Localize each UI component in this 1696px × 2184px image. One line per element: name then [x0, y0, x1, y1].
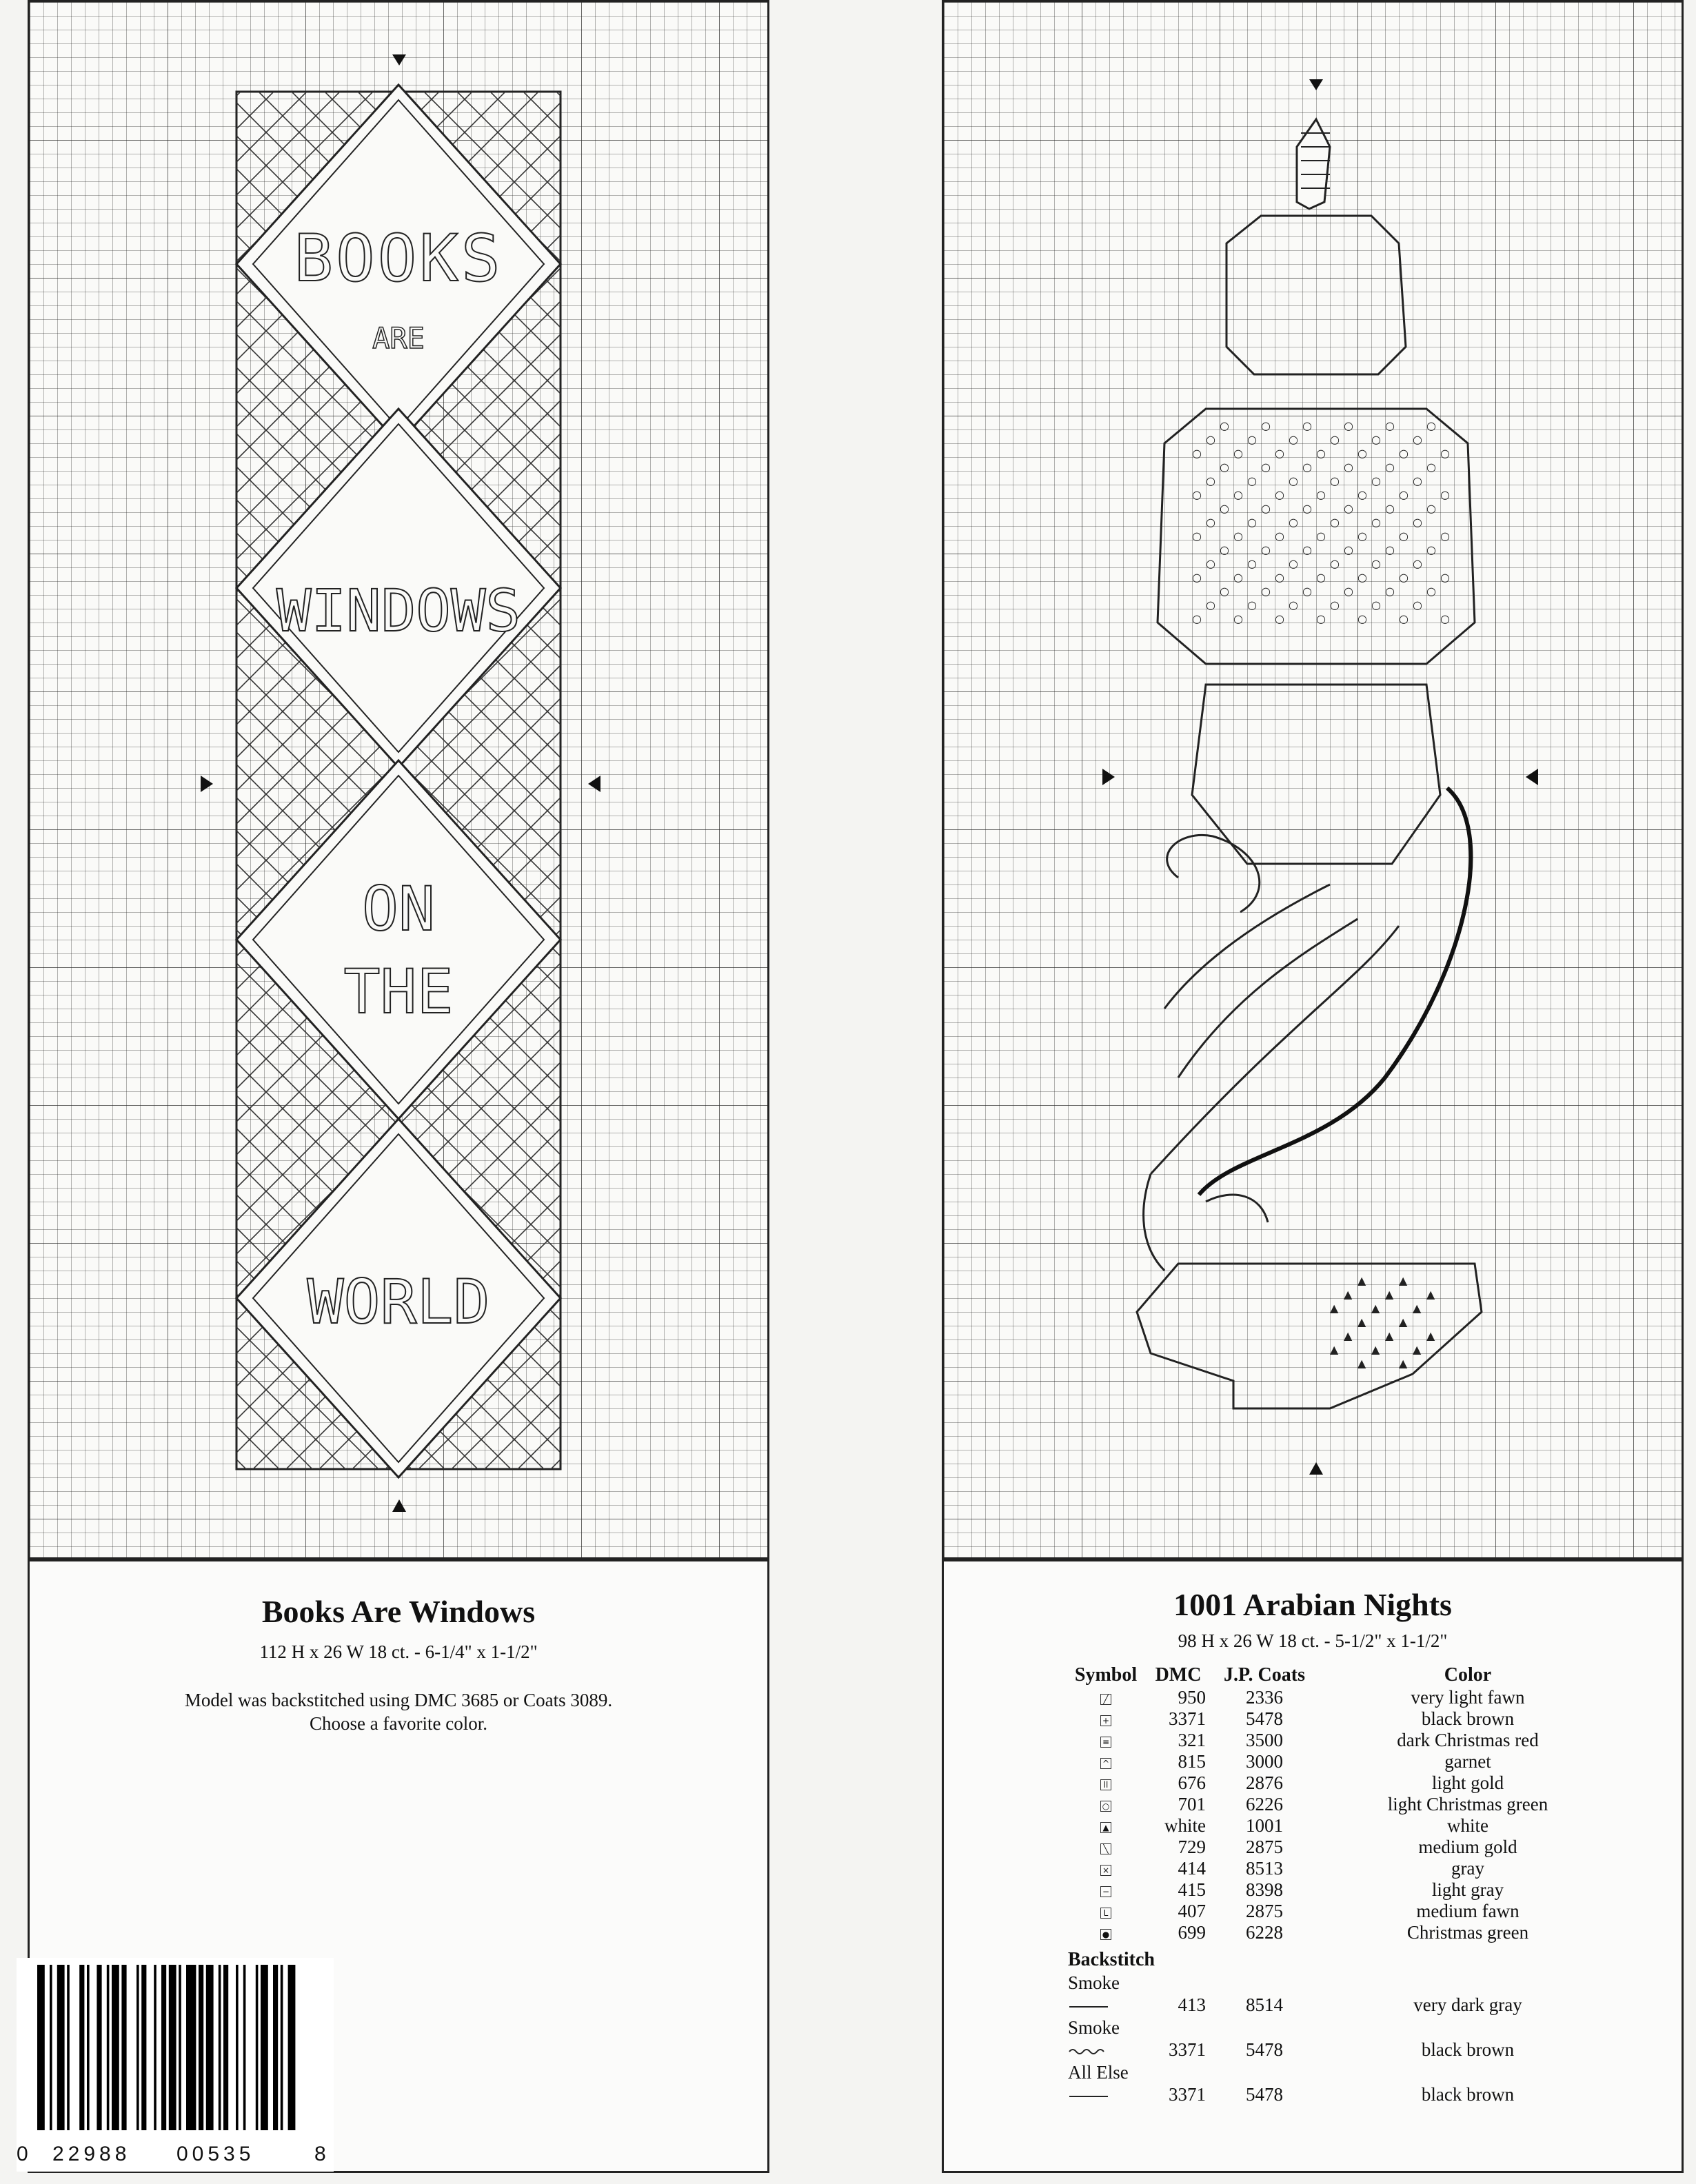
lattice-line [236, 0, 561, 63]
barcode-bar [236, 1965, 239, 2130]
backstitch-color: black brown [1421, 2039, 1515, 2060]
stitch-symbol: ○ [1413, 433, 1422, 446]
center-marker-top [392, 54, 406, 65]
stitch-symbol: ○ [1385, 543, 1395, 556]
stitch-symbol: ○ [1289, 433, 1298, 446]
thread-row [1068, 1858, 1619, 1879]
stitch-symbol: ▲ [1371, 1302, 1380, 1315]
stitch-symbol: ○ [1233, 488, 1243, 501]
thread-symbol-icon: ≡ [1100, 1737, 1111, 1748]
stitch-symbol: ○ [1275, 488, 1284, 501]
thread-symbol-icon: × [1100, 1865, 1111, 1876]
stitch-symbol: ○ [1206, 598, 1215, 611]
thread-symbol-icon: + [1100, 1715, 1111, 1726]
stitch-symbol: ○ [1344, 419, 1353, 432]
chart-word-are: ARE [372, 321, 425, 355]
stitch-symbol: ○ [1206, 474, 1215, 487]
thread-color: garnet [1444, 1751, 1491, 1772]
stitch-symbol: ○ [1330, 557, 1340, 570]
thread-dmc: 729 [1178, 1837, 1206, 1857]
stitch-symbol: ○ [1316, 612, 1326, 625]
stitch-symbol: ○ [1220, 419, 1229, 432]
thread-symbol-icon: L [1100, 1908, 1111, 1919]
lamp-pattern [944, 2, 1686, 1561]
stitch-symbol: ○ [1440, 571, 1450, 584]
thread-jp-coats: 6228 [1246, 1922, 1283, 1943]
stitch-symbol: ▲ [1399, 1315, 1408, 1328]
stitch-symbol: ○ [1344, 502, 1353, 515]
stitch-symbol: ○ [1316, 488, 1326, 501]
thread-color: medium gold [1418, 1837, 1517, 1857]
stitch-symbol: ▲ [1413, 1343, 1422, 1356]
stitch-symbol: ○ [1206, 557, 1215, 570]
barcode-bar [141, 1965, 146, 2130]
stitch-symbol: ○ [1385, 585, 1395, 598]
thread-symbol-icon: ╲ [1100, 1843, 1111, 1854]
backstitch-jp-coats: 8514 [1246, 1994, 1283, 2015]
stitch-symbol: ○ [1192, 612, 1202, 625]
stitch-symbol: ○ [1289, 516, 1298, 529]
stitch-symbol: ○ [1399, 612, 1409, 625]
stitch-symbol: ○ [1220, 585, 1229, 598]
bookmark-pattern [30, 2, 771, 1561]
barcode-group-2: 00535 [176, 2143, 255, 2165]
thread-color: light Christmas green [1387, 1794, 1548, 1814]
backstitch-dmc: 3371 [1169, 2084, 1206, 2105]
barcode-bar [37, 1965, 45, 2130]
backstitch-row [1068, 1994, 1619, 2016]
thread-jp-coats: 3000 [1246, 1751, 1283, 1772]
stitch-symbol: ○ [1330, 474, 1340, 487]
lattice-line [236, 0, 561, 63]
thread-jp-coats: 2875 [1246, 1837, 1283, 1857]
thread-row [1068, 1751, 1619, 1772]
thread-symbol-icon: ╱ [1100, 1694, 1111, 1705]
stitch-symbol: ○ [1233, 612, 1243, 625]
stitch-symbol: ○ [1330, 433, 1340, 446]
stitch-symbol: ○ [1192, 447, 1202, 460]
stitch-symbol: ○ [1371, 557, 1381, 570]
thread-symbol-icon: ○ [1100, 1801, 1111, 1812]
thread-dmc: 701 [1178, 1794, 1206, 1814]
thread-row [1068, 1901, 1619, 1922]
stitch-symbol: ○ [1220, 502, 1229, 515]
thread-jp-coats: 3500 [1246, 1730, 1283, 1750]
stitch-symbol: ○ [1357, 447, 1367, 460]
stitch-symbol: ▲ [1330, 1343, 1339, 1356]
stitch-symbol: ○ [1344, 543, 1353, 556]
center-marker-right [588, 776, 600, 792]
stitch-symbol: ○ [1192, 488, 1202, 501]
stitch-symbol: ○ [1261, 502, 1271, 515]
barcode-bar [261, 1965, 268, 2130]
thread-dmc: 950 [1178, 1687, 1206, 1708]
thread-rows [1068, 1687, 1619, 1943]
thread-jp-coats: 8398 [1246, 1879, 1283, 1900]
backstitch-heading: Backstitch [1068, 1949, 1155, 1970]
stitch-symbol: ○ [1302, 461, 1312, 474]
center-marker-bottom [1309, 1462, 1323, 1475]
stitch-symbol: ○ [1426, 585, 1436, 598]
stitch-symbol: ○ [1247, 516, 1257, 529]
chart-word-books: BOOKS [294, 221, 503, 296]
thread-dmc: 414 [1178, 1858, 1206, 1879]
stitch-symbol: ○ [1385, 419, 1395, 432]
stitch-symbol: ○ [1357, 529, 1367, 543]
stitch-symbol: ○ [1192, 571, 1202, 584]
thread-dmc: 3371 [1169, 1708, 1206, 1729]
center-marker-bottom [392, 1499, 406, 1512]
stitch-symbol: ▲ [1385, 1288, 1394, 1301]
backstitch-row [1068, 2084, 1619, 2105]
barcode-lead-digit: 0 [17, 2143, 28, 2165]
arabian-nights-key [942, 1559, 1684, 2173]
backstitch-row [1068, 2039, 1619, 2061]
barcode-bar [87, 1965, 90, 2130]
stitch-symbol: ○ [1220, 461, 1229, 474]
stitch-symbol: ○ [1233, 571, 1243, 584]
thread-jp-coats: 2876 [1246, 1772, 1283, 1793]
thread-jp-coats: 2875 [1246, 1901, 1283, 1921]
barcode-bar [112, 1965, 119, 2130]
thread-color: dark Christmas red [1397, 1730, 1539, 1750]
stitch-symbol: ○ [1413, 598, 1422, 611]
stitch-symbol: ○ [1330, 516, 1340, 529]
thread-table [1068, 1664, 1619, 1943]
stitch-symbol: ○ [1275, 529, 1284, 543]
thread-row [1068, 1922, 1619, 1943]
legend-header-row [1068, 1664, 1619, 1687]
stitch-symbol: ○ [1371, 474, 1381, 487]
barcode-bar [161, 1965, 166, 2130]
stitch-symbol: ○ [1344, 461, 1353, 474]
design-dimensions: 98 H x 26 W 18 ct. - 5-1/2" x 1-1/2" [1178, 1630, 1448, 1651]
stitch-symbol: ○ [1206, 433, 1215, 446]
barcode-bar [121, 1965, 126, 2130]
thread-row [1068, 1708, 1619, 1730]
books-are-windows-chart [28, 0, 769, 1559]
thread-color: gray [1451, 1858, 1484, 1879]
lattice-line [236, 0, 561, 30]
stitch-symbol: ▲ [1399, 1274, 1408, 1287]
thread-color: black brown [1421, 1708, 1515, 1729]
stitch-symbol: ▲ [1344, 1329, 1353, 1342]
barcode [17, 1958, 334, 2172]
stitch-symbol: ○ [1357, 571, 1367, 584]
stitch-symbol: ○ [1426, 461, 1436, 474]
lattice-line [236, 0, 561, 96]
thread-color: white [1447, 1815, 1488, 1836]
backstitch-label-row [1068, 1971, 1619, 1994]
stitch-symbol: ○ [1426, 543, 1436, 556]
stitch-symbol: ○ [1330, 598, 1340, 611]
barcode-bar [243, 1965, 246, 2130]
thread-symbol-icon: ● [1100, 1929, 1111, 1940]
design-title: 1001 Arabian Nights [1173, 1587, 1452, 1622]
stitch-symbol: ○ [1275, 447, 1284, 460]
lattice-line [236, 0, 561, 30]
center-marker-right [1526, 769, 1538, 785]
stitch-symbol: ○ [1344, 585, 1353, 598]
thread-row [1068, 1794, 1619, 1815]
center-marker-top [1309, 79, 1323, 90]
thread-dmc: white [1164, 1815, 1206, 1836]
backstitch-table [1068, 1971, 1619, 2105]
stitch-symbol: ○ [1302, 543, 1312, 556]
thread-jp-coats: 2336 [1246, 1687, 1283, 1708]
thread-row [1068, 1837, 1619, 1858]
stitch-symbol: ○ [1371, 598, 1381, 611]
barcode-bar [50, 1965, 52, 2130]
stitch-symbol: ▲ [1357, 1274, 1366, 1287]
stitch-symbol: ○ [1289, 474, 1298, 487]
barcode-bar [154, 1965, 157, 2130]
header-color: Color [1444, 1664, 1492, 1686]
stitch-symbol: ○ [1440, 447, 1450, 460]
center-marker-left [1102, 769, 1115, 785]
thread-color: light gold [1431, 1772, 1504, 1793]
thread-symbol-icon: − [1100, 1886, 1111, 1897]
wavy-line-icon [1068, 2048, 1109, 2056]
stitch-symbol: ○ [1316, 529, 1326, 543]
stitch-symbol: ▲ [1426, 1329, 1435, 1342]
stitch-symbol: ○ [1261, 543, 1271, 556]
backstitch-color: very dark gray [1413, 1994, 1522, 2015]
barcode-bar [169, 1965, 176, 2130]
thread-dmc: 815 [1178, 1751, 1206, 1772]
chart-word-on: ON [362, 873, 435, 944]
stitch-symbol: ○ [1385, 461, 1395, 474]
backstitch-dmc: 413 [1178, 1994, 1206, 2015]
thread-legend [1068, 1664, 1619, 2105]
stitch-symbol: ▲ [1330, 1302, 1339, 1315]
thread-dmc: 321 [1178, 1730, 1206, 1750]
barcode-bar [79, 1965, 84, 2130]
stitch-symbol: ○ [1413, 516, 1422, 529]
arabian-nights-chart [942, 0, 1684, 1559]
lamp-lid [1226, 216, 1406, 374]
thread-jp-coats: 8513 [1246, 1858, 1283, 1879]
stitch-symbol: ○ [1302, 585, 1312, 598]
stitch-symbol: ○ [1371, 433, 1381, 446]
backstitch-jp-coats: 5478 [1246, 2084, 1283, 2105]
barcode-bar [186, 1965, 196, 2130]
color-note: Choose a favorite color. [310, 1713, 487, 1734]
stitch-symbol: ○ [1399, 529, 1409, 543]
backstitch-jp-coats: 5478 [1246, 2039, 1283, 2060]
lamp-stitch-symbols [1192, 419, 1450, 1370]
stitch-symbol: ○ [1357, 488, 1367, 501]
barcode-bar [273, 1965, 278, 2130]
stitch-symbol: ▲ [1399, 1357, 1408, 1370]
stitch-symbol: ○ [1316, 447, 1326, 460]
thread-symbol-icon: ^ [1100, 1758, 1111, 1769]
straight-line-icon [1068, 2092, 1109, 2101]
barcode-bar [97, 1965, 101, 2130]
stitch-symbol: ○ [1289, 557, 1298, 570]
barcode-bar [57, 1965, 65, 2130]
thread-symbol-icon: ▲ [1100, 1822, 1111, 1833]
thread-row [1068, 1730, 1619, 1751]
header-jp-coats: J.P. Coats [1224, 1664, 1305, 1686]
design-dimensions: 112 H x 26 W 18 ct. - 6-1/4" x 1-1/2" [259, 1641, 538, 1662]
backstitch-label-row [1068, 2016, 1619, 2039]
thread-dmc: 407 [1178, 1901, 1206, 1921]
stitch-symbol: ○ [1275, 571, 1284, 584]
thread-color: Christmas green [1406, 1922, 1529, 1943]
barcode-bars [17, 1958, 334, 2137]
center-marker-left [201, 776, 213, 792]
barcode-bar [137, 1965, 139, 2130]
lattice-line [236, 0, 561, 96]
barcode-bar [223, 1965, 228, 2130]
thread-color: medium fawn [1416, 1901, 1520, 1921]
backstitch-label: Smoke [1068, 2017, 1120, 2038]
backstitch-dmc: 3371 [1169, 2039, 1206, 2060]
stitch-symbol: ○ [1385, 502, 1395, 515]
stitch-symbol: ▲ [1344, 1288, 1353, 1301]
thread-row [1068, 1879, 1619, 1901]
backstitch-label-row [1068, 2061, 1619, 2084]
lamp-base [1192, 685, 1440, 864]
stitch-symbol: ○ [1413, 557, 1422, 570]
backstitch-rows [1068, 1971, 1619, 2105]
thread-jp-coats: 6226 [1246, 1794, 1283, 1814]
stitch-symbol: ▲ [1371, 1343, 1380, 1356]
thread-row [1068, 1815, 1619, 1837]
stitch-symbol: ○ [1426, 502, 1436, 515]
barcode-group-1: 22988 [52, 2143, 131, 2165]
barcode-bar [67, 1965, 70, 2130]
stitch-symbol: ○ [1426, 419, 1436, 432]
stitch-symbol: ○ [1357, 612, 1367, 625]
thread-dmc: 676 [1178, 1772, 1206, 1793]
stitch-symbol: ▲ [1385, 1329, 1394, 1342]
stitch-symbol: ○ [1192, 529, 1202, 543]
header-symbol: Symbol [1074, 1664, 1138, 1686]
stitch-symbol: ○ [1440, 529, 1450, 543]
stitch-symbol: ○ [1302, 419, 1312, 432]
stitch-symbol: ○ [1206, 516, 1215, 529]
stitch-symbol: ○ [1233, 447, 1243, 460]
thread-dmc: 699 [1178, 1922, 1206, 1943]
stitch-symbol: ○ [1302, 502, 1312, 515]
backstitch-color: black brown [1421, 2084, 1515, 2105]
stitch-symbol: ○ [1316, 571, 1326, 584]
thread-color: very light fawn [1411, 1687, 1525, 1708]
stitch-symbol: ▲ [1357, 1357, 1366, 1370]
backstitch-label: All Else [1068, 2062, 1129, 2083]
design-title: Books Are Windows [261, 1594, 536, 1629]
barcode-bar [107, 1965, 110, 2130]
stitch-symbol: ○ [1399, 571, 1409, 584]
stitch-symbol: ○ [1261, 419, 1271, 432]
barcode-bar [256, 1965, 259, 2130]
barcode-bar [281, 1965, 283, 2130]
thread-symbol-icon: ll [1100, 1779, 1111, 1790]
chart-word-the: THE [343, 956, 454, 1027]
stitch-symbol: ○ [1247, 433, 1257, 446]
stitch-symbol: ○ [1247, 557, 1257, 570]
straight-line-icon [1068, 2003, 1109, 2011]
barcode-bar [179, 1965, 181, 2130]
stitch-symbol: ○ [1399, 488, 1409, 501]
stitch-symbol: ○ [1220, 543, 1229, 556]
stitch-symbol: ○ [1371, 516, 1381, 529]
chart-word-world: WORLD [307, 1266, 490, 1337]
barcode-bar [219, 1965, 221, 2130]
thread-jp-coats: 5478 [1246, 1708, 1283, 1729]
stitch-symbol: ▲ [1357, 1315, 1366, 1328]
stitch-symbol: ▲ [1413, 1302, 1422, 1315]
stitch-symbol: ▲ [1426, 1288, 1435, 1301]
barcode-bar [288, 1965, 296, 2130]
thread-row [1068, 1772, 1619, 1794]
backstitch-label: Smoke [1068, 1972, 1120, 1993]
stitch-symbol: ○ [1413, 474, 1422, 487]
backstitch-note: Model was backstitched using DMC 3685 or Coats 3089. [184, 1690, 613, 1710]
barcode-bar [206, 1965, 214, 2130]
barcode-bar [199, 1965, 203, 2130]
stitch-symbol: ○ [1233, 529, 1243, 543]
stitch-symbol: ○ [1247, 598, 1257, 611]
stitch-symbol: ○ [1247, 474, 1257, 487]
barcode-check-digit: 8 [314, 2143, 326, 2165]
lamp-spout [1151, 835, 1399, 1174]
stitch-symbol: ○ [1440, 488, 1450, 501]
stitch-symbol: ○ [1261, 461, 1271, 474]
header-dmc: DMC [1155, 1664, 1202, 1686]
thread-jp-coats: 1001 [1246, 1815, 1283, 1836]
stitch-symbol: ○ [1440, 612, 1450, 625]
stitch-symbol: ○ [1289, 598, 1298, 611]
thread-dmc: 415 [1178, 1879, 1206, 1900]
thread-row [1068, 1687, 1619, 1708]
chart-word-windows: WINDOWS [276, 577, 521, 645]
stitch-symbol: ○ [1275, 612, 1284, 625]
stitch-symbol: ○ [1399, 447, 1409, 460]
stitch-symbol: ○ [1261, 585, 1271, 598]
thread-color: light gray [1431, 1879, 1504, 1900]
